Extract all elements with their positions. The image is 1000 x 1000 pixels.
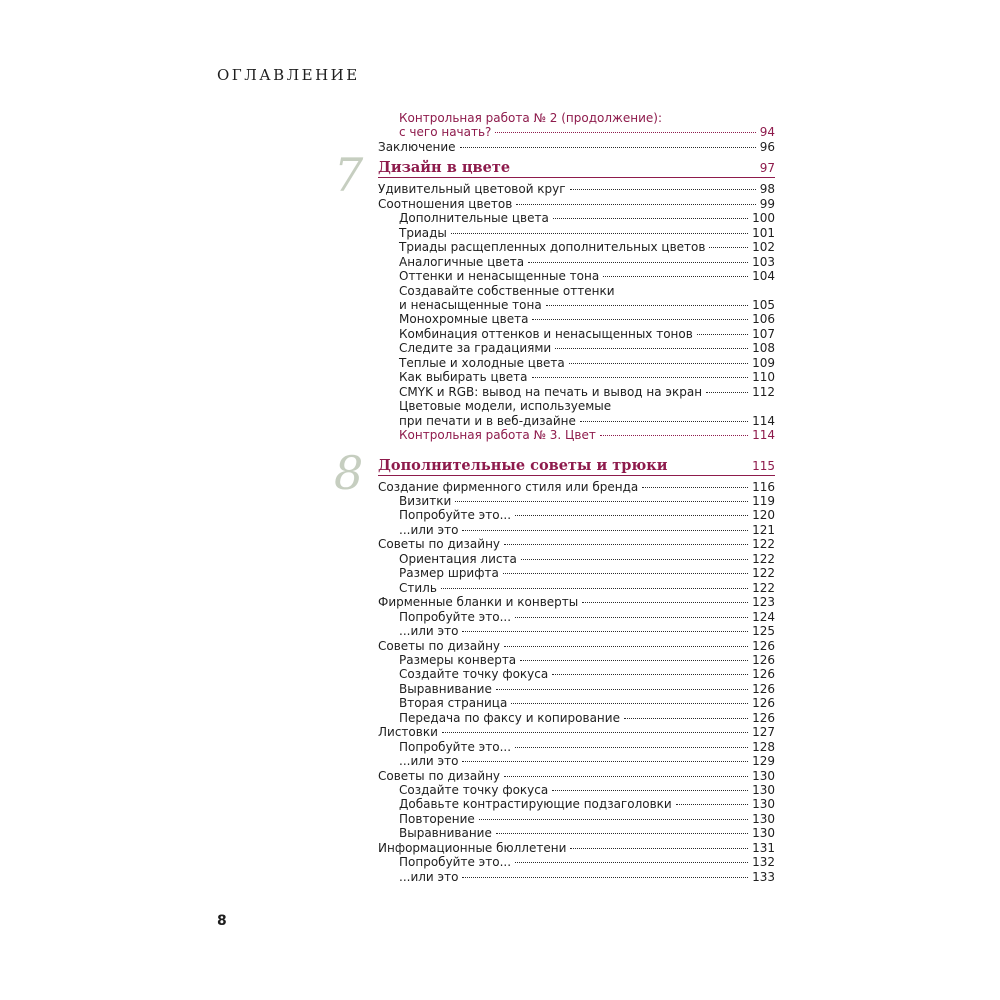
dot-leader bbox=[504, 544, 748, 545]
dot-leader bbox=[532, 319, 748, 320]
toc-entry[interactable] bbox=[378, 711, 775, 725]
dot-leader bbox=[546, 305, 748, 306]
toc-entry-page: 103 bbox=[752, 254, 775, 269]
toc-entry-page: 122 bbox=[752, 537, 775, 552]
toc-entry[interactable] bbox=[378, 696, 775, 710]
chapter-8-page: 115 bbox=[752, 458, 775, 473]
toc-entry-page: 107 bbox=[752, 326, 775, 341]
toc-entry-title: Создайте точку фокуса bbox=[399, 783, 549, 798]
toc-entry-title: Как выбирать цвета bbox=[399, 370, 528, 385]
toc-entry-title: ...или это bbox=[399, 754, 459, 769]
toc-entry[interactable] bbox=[378, 826, 775, 840]
toc-entry-page: 127 bbox=[752, 725, 775, 740]
dot-leader bbox=[555, 348, 748, 349]
toc-entry-title: Следите за градациями bbox=[399, 341, 552, 356]
toc-entry-page: 110 bbox=[752, 370, 775, 385]
toc-entry-page: 114 bbox=[752, 413, 775, 428]
dot-leader bbox=[642, 487, 748, 488]
toc-entry-page: 96 bbox=[759, 139, 775, 154]
toc-entry[interactable] bbox=[378, 566, 775, 580]
toc-entry-title: Попробуйте это... bbox=[399, 739, 512, 754]
table-of-contents bbox=[334, 111, 775, 884]
toc-entry-page: 101 bbox=[752, 225, 775, 240]
toc-entry-title: Оттенки и ненасыщенные тона bbox=[399, 269, 600, 284]
dot-leader bbox=[460, 147, 756, 148]
dot-leader bbox=[516, 204, 755, 205]
toc-entry[interactable] bbox=[378, 298, 775, 312]
toc-entry-title: Теплые и холодные цвета bbox=[399, 355, 565, 370]
toc-entry-page: 130 bbox=[752, 811, 775, 826]
toc-entry-title: Удивительный цветовой круг bbox=[378, 182, 566, 197]
dot-leader bbox=[676, 804, 748, 805]
dot-leader bbox=[706, 392, 748, 393]
toc-entry-title: Информационные бюллетени bbox=[378, 840, 567, 855]
toc-entry-title: Создавайте собственные оттенки bbox=[399, 283, 615, 298]
toc-entry[interactable] bbox=[378, 610, 775, 624]
toc-entry[interactable] bbox=[378, 182, 775, 196]
toc-entry-title: Советы по дизайну bbox=[378, 768, 501, 783]
toc-entry-title: Попробуйте это... bbox=[399, 855, 512, 870]
toc-entry[interactable] bbox=[378, 639, 775, 653]
toc-entry-title: Повторение bbox=[399, 811, 475, 826]
toc-entry-title: Советы по дизайну bbox=[378, 537, 501, 552]
toc-entry-page: 108 bbox=[752, 341, 775, 356]
toc-entry-page: 104 bbox=[752, 269, 775, 284]
toc-entry-page: 109 bbox=[752, 355, 775, 370]
toc-entry[interactable] bbox=[378, 624, 775, 638]
toc-entry[interactable] bbox=[378, 480, 775, 494]
toc-entry-title: Визитки bbox=[399, 493, 452, 508]
toc-entry-page: 124 bbox=[752, 609, 775, 624]
toc-entry[interactable] bbox=[378, 855, 775, 869]
toc-entry[interactable] bbox=[378, 783, 775, 797]
toc-entry[interactable] bbox=[378, 552, 775, 566]
toc-entry[interactable] bbox=[378, 537, 775, 551]
toc-entry-title: Заключение bbox=[378, 139, 456, 154]
toc-entry-page: 126 bbox=[752, 638, 775, 653]
toc-entry-page: 99 bbox=[759, 196, 775, 211]
toc-block-chapter-7 bbox=[378, 182, 775, 442]
dot-leader bbox=[503, 573, 748, 574]
dot-leader bbox=[552, 674, 748, 675]
toc-entry-page: 116 bbox=[752, 479, 775, 494]
toc-entry-title: ...или это bbox=[399, 624, 459, 639]
toc-entry[interactable] bbox=[378, 428, 775, 442]
toc-entry-title: с чего начать? bbox=[399, 125, 492, 140]
toc-entry-title: Выравнивание bbox=[399, 681, 492, 696]
toc-entry[interactable] bbox=[378, 197, 775, 211]
toc-entry-page: 114 bbox=[752, 428, 775, 443]
toc-entry[interactable] bbox=[378, 523, 775, 537]
toc-entry-page: 106 bbox=[752, 312, 775, 327]
toc-entry[interactable] bbox=[378, 812, 775, 826]
toc-entry[interactable] bbox=[378, 370, 775, 384]
toc-entry-title: CMYK и RGB: вывод на печать и вывод на экран bbox=[399, 384, 703, 399]
dot-leader bbox=[515, 862, 748, 863]
toc-entry[interactable] bbox=[378, 841, 775, 855]
toc-entry[interactable] bbox=[378, 240, 775, 254]
dot-leader bbox=[624, 718, 748, 719]
toc-entry[interactable] bbox=[378, 255, 775, 269]
toc-entry-page: 132 bbox=[752, 855, 775, 870]
toc-entry[interactable] bbox=[378, 399, 775, 413]
toc-entry-title: Триады расщепленных дополнительных цветов bbox=[399, 240, 706, 255]
toc-entry-page: 121 bbox=[752, 522, 775, 537]
toc-entry-page: 126 bbox=[752, 710, 775, 725]
dot-leader bbox=[455, 501, 748, 502]
dot-leader bbox=[496, 833, 748, 834]
dot-leader bbox=[709, 247, 748, 248]
toc-block-intro bbox=[378, 111, 775, 154]
toc-entry[interactable] bbox=[378, 284, 775, 298]
dot-leader bbox=[580, 421, 748, 422]
chapter-8-numeral: 8 bbox=[334, 445, 364, 500]
toc-entry-title: Передача по факсу и копирование bbox=[399, 710, 620, 725]
dot-leader bbox=[520, 660, 748, 661]
toc-entry-page: 133 bbox=[752, 869, 775, 884]
chapter-8-title: Дополнительные советы и трюки bbox=[378, 456, 668, 474]
dot-leader bbox=[515, 617, 748, 618]
dot-leader bbox=[462, 761, 748, 762]
toc-entry-title: Размеры конверта bbox=[399, 652, 517, 667]
toc-entry-page: 94 bbox=[759, 125, 775, 140]
toc-entry-title: Комбинация оттенков и ненасыщенных тонов bbox=[399, 326, 693, 341]
toc-entry-title: Стиль bbox=[399, 580, 437, 595]
toc-entry-page: 130 bbox=[752, 768, 775, 783]
toc-entry[interactable] bbox=[378, 667, 775, 681]
toc-entry-page: 126 bbox=[752, 696, 775, 711]
toc-entry-title: Ориентация листа bbox=[399, 551, 517, 566]
dot-leader bbox=[570, 189, 756, 190]
toc-entry[interactable] bbox=[378, 111, 775, 125]
toc-entry-title: Добавьте контрастирующие подзаголовки bbox=[399, 797, 672, 812]
toc-entry-page: 131 bbox=[752, 840, 775, 855]
dot-leader bbox=[462, 877, 748, 878]
toc-entry-title: и ненасыщенные тона bbox=[399, 297, 542, 312]
toc-entry-title: Контрольная работа № 3. Цвет bbox=[399, 428, 596, 443]
toc-entry[interactable] bbox=[378, 385, 775, 399]
toc-entry[interactable] bbox=[378, 769, 775, 783]
toc-entry[interactable] bbox=[378, 211, 775, 225]
toc-entry-title: Цветовые модели, используемые bbox=[399, 399, 612, 414]
toc-entry-title: Размер шрифта bbox=[399, 566, 499, 581]
dot-leader bbox=[603, 276, 748, 277]
dot-leader bbox=[521, 559, 748, 560]
toc-entry-page: 102 bbox=[752, 240, 775, 255]
dot-leader bbox=[570, 848, 748, 849]
running-head: ОГЛАВЛЕНИЕ bbox=[217, 66, 360, 84]
toc-entry-page: 119 bbox=[752, 493, 775, 508]
toc-entry[interactable] bbox=[378, 125, 775, 139]
dot-leader bbox=[442, 732, 748, 733]
toc-entry-page: 122 bbox=[752, 580, 775, 595]
toc-entry-page: 123 bbox=[752, 595, 775, 610]
toc-entry-title: Триады bbox=[399, 225, 447, 240]
dot-leader bbox=[496, 689, 748, 690]
dot-leader bbox=[504, 646, 748, 647]
dot-leader bbox=[462, 530, 748, 531]
toc-entry-title: Дополнительные цвета bbox=[399, 211, 549, 226]
toc-entry-title: при печати и в веб-дизайне bbox=[399, 413, 576, 428]
toc-entry-title: ...или это bbox=[399, 522, 459, 537]
toc-entry[interactable] bbox=[378, 870, 775, 884]
toc-entry-page: 122 bbox=[752, 566, 775, 581]
dot-leader bbox=[504, 776, 748, 777]
toc-entry[interactable] bbox=[378, 653, 775, 667]
toc-entry-page: 105 bbox=[752, 297, 775, 312]
toc-entry[interactable] bbox=[378, 140, 775, 154]
toc-entry[interactable] bbox=[378, 341, 775, 355]
toc-entry[interactable] bbox=[378, 682, 775, 696]
toc-entry-page: 112 bbox=[752, 384, 775, 399]
chapter-7-numeral: 7 bbox=[334, 148, 364, 203]
toc-entry-page: 120 bbox=[752, 508, 775, 523]
toc-entry-title: ...или это bbox=[399, 869, 459, 884]
toc-entry-page: 130 bbox=[752, 797, 775, 812]
toc-entry-page: 130 bbox=[752, 826, 775, 841]
dot-leader bbox=[451, 233, 748, 234]
toc-entry-page: 130 bbox=[752, 783, 775, 798]
toc-entry[interactable] bbox=[378, 312, 775, 326]
toc-entry[interactable] bbox=[378, 226, 775, 240]
chapter-7-title: Дизайн в цвете bbox=[378, 159, 511, 177]
toc-entry[interactable] bbox=[378, 356, 775, 370]
dot-leader bbox=[553, 218, 748, 219]
dot-leader bbox=[600, 435, 748, 436]
dot-leader bbox=[515, 515, 748, 516]
toc-entry-title: Листовки bbox=[378, 725, 438, 740]
toc-entry-page: 126 bbox=[752, 667, 775, 682]
toc-entry-page: 122 bbox=[752, 551, 775, 566]
dot-leader bbox=[697, 334, 748, 335]
dot-leader bbox=[528, 262, 748, 263]
toc-entry-page: 126 bbox=[752, 652, 775, 667]
toc-entry-title: Соотношения цветов bbox=[378, 196, 513, 211]
dot-leader bbox=[582, 602, 748, 603]
dot-leader bbox=[515, 747, 748, 748]
toc-entry-title: Попробуйте это... bbox=[399, 508, 512, 523]
toc-entry[interactable] bbox=[378, 414, 775, 428]
toc-entry-title: Создание фирменного стиля или бренда bbox=[378, 479, 639, 494]
dot-leader bbox=[569, 363, 748, 364]
toc-entry-page: 98 bbox=[759, 182, 775, 197]
toc-entry-title: Советы по дизайну bbox=[378, 638, 501, 653]
toc-entry-page: 129 bbox=[752, 754, 775, 769]
toc-entry[interactable] bbox=[378, 797, 775, 811]
toc-entry[interactable] bbox=[378, 269, 775, 283]
toc-entry[interactable] bbox=[378, 595, 775, 609]
toc-block-chapter-8 bbox=[378, 480, 775, 885]
dot-leader bbox=[479, 819, 748, 820]
toc-entry-page: 128 bbox=[752, 739, 775, 754]
toc-entry-title: Монохромные цвета bbox=[399, 312, 529, 327]
dot-leader bbox=[441, 588, 748, 589]
dot-leader bbox=[511, 703, 748, 704]
toc-entry-page: 125 bbox=[752, 624, 775, 639]
toc-entry-title: Выравнивание bbox=[399, 826, 492, 841]
toc-entry[interactable] bbox=[378, 754, 775, 768]
chapter-7-page: 97 bbox=[759, 161, 775, 176]
dot-leader bbox=[552, 790, 748, 791]
toc-entry-title: Фирменные бланки и конверты bbox=[378, 595, 579, 610]
toc-entry[interactable] bbox=[378, 740, 775, 754]
toc-entry-page: 100 bbox=[752, 211, 775, 226]
toc-entry-title: Вторая страница bbox=[399, 696, 508, 711]
toc-entry[interactable] bbox=[378, 508, 775, 522]
toc-entry-title: Создайте точку фокуса bbox=[399, 667, 549, 682]
toc-entry-title: Аналогичные цвета bbox=[399, 254, 525, 269]
toc-entry-title: Попробуйте это... bbox=[399, 609, 512, 624]
toc-entry[interactable] bbox=[378, 581, 775, 595]
toc-entry-title: Контрольная работа № 2 (продолжение): bbox=[399, 111, 662, 125]
toc-entry[interactable] bbox=[378, 327, 775, 341]
toc-entry[interactable] bbox=[378, 494, 775, 508]
chapter-gap bbox=[378, 443, 775, 452]
toc-entry-page: 126 bbox=[752, 681, 775, 696]
page-number: 8 bbox=[217, 913, 227, 929]
toc-entry[interactable] bbox=[378, 725, 775, 739]
dot-leader bbox=[495, 132, 755, 133]
dot-leader bbox=[462, 631, 748, 632]
dot-leader bbox=[532, 377, 749, 378]
